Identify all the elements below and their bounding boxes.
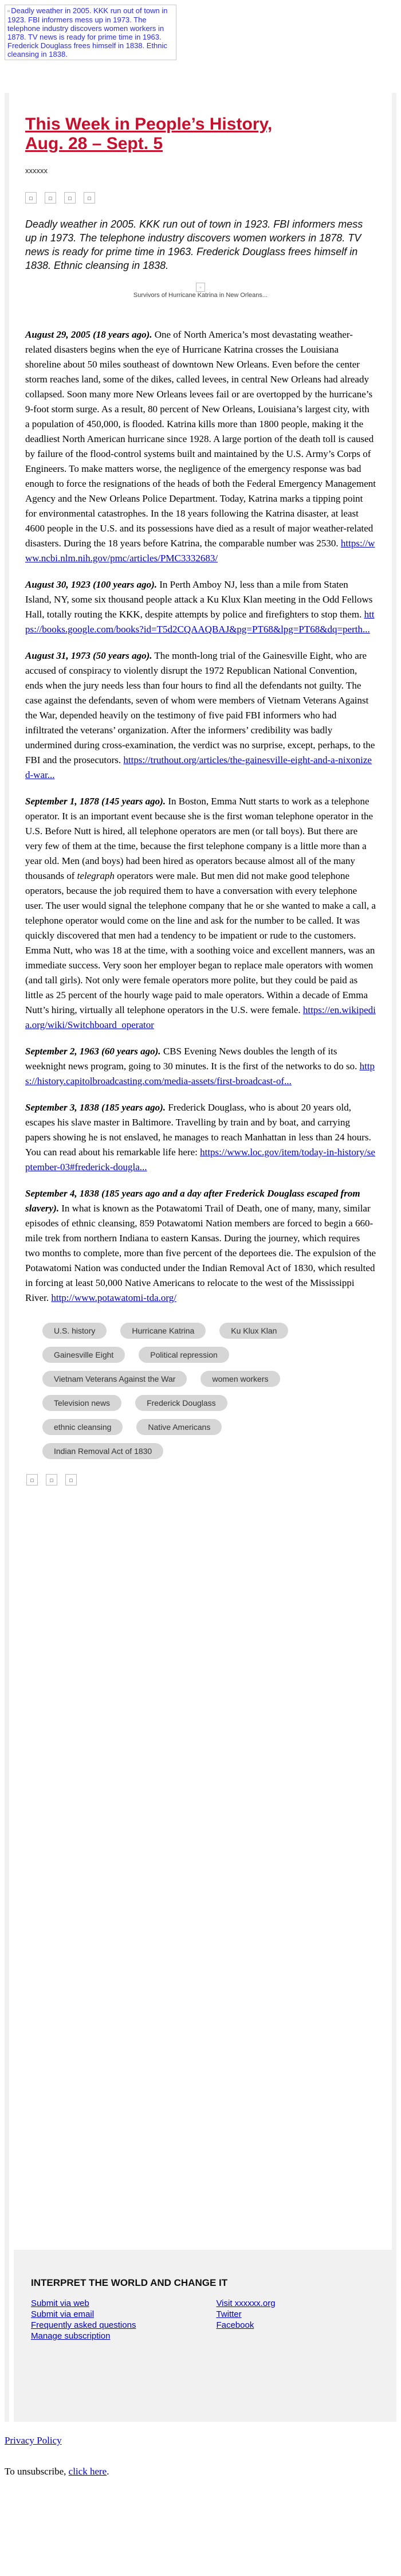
title-line-1[interactable]: This Week in People’s History, bbox=[25, 115, 273, 134]
entry-date: August 29, 2005 (18 years ago). bbox=[25, 329, 152, 340]
tag[interactable]: Ku Klux Klan bbox=[219, 1323, 288, 1339]
privacy-policy-link[interactable]: Privacy Policy bbox=[5, 2435, 62, 2446]
entry-kkk bbox=[25, 577, 376, 637]
entry-link[interactable]: https://books.google.com/books?id=T5d2CQAAQBAJ&pg=PT68&lpg=PT68&dq=perth... bbox=[25, 609, 375, 635]
entry-potawatomi bbox=[25, 1186, 376, 1305]
entry-emma-nutt bbox=[25, 794, 376, 1033]
tag[interactable]: Frederick Douglass bbox=[135, 1395, 227, 1411]
submit-email-link[interactable]: Submit via email bbox=[31, 2309, 95, 2319]
tag[interactable]: women workers bbox=[200, 1371, 280, 1387]
share-link-icon[interactable]: ▫ bbox=[84, 192, 95, 204]
share-buttons-bottom bbox=[25, 1474, 376, 1486]
tag-list bbox=[25, 1323, 289, 1459]
entry-date: August 31, 1973 (50 years ago). bbox=[25, 650, 152, 661]
tag[interactable]: Vietnam Veterans Against the War bbox=[42, 1371, 187, 1387]
share-facebook-icon[interactable]: ▫ bbox=[26, 1474, 38, 1486]
share-email-icon[interactable]: ▫ bbox=[64, 192, 76, 204]
bottom-links bbox=[5, 2434, 109, 2496]
entry-douglass bbox=[25, 1100, 376, 1175]
broken-image-icon: ▫ bbox=[196, 283, 205, 292]
entry-link[interactable]: https://en.wikipedia.org/wiki/Switchboard_operator bbox=[25, 1004, 376, 1030]
footer-left-links bbox=[31, 2298, 136, 2342]
share-twitter-icon[interactable]: ▫ bbox=[45, 192, 56, 204]
share-buttons-top bbox=[25, 192, 376, 204]
tag[interactable]: Hurricane Katrina bbox=[120, 1323, 206, 1339]
entry-link[interactable]: https://www.ncbi.nlm.nih.gov/pmc/articles/PMC3332683/ bbox=[25, 538, 375, 564]
tag[interactable]: U.S. history bbox=[42, 1323, 107, 1339]
unsubscribe-suffix: . bbox=[107, 2466, 109, 2477]
entry-date: September 2, 1963 (60 years ago). bbox=[25, 1046, 161, 1057]
tag[interactable]: Indian Removal Act of 1830 bbox=[42, 1443, 163, 1459]
article-figure bbox=[25, 283, 376, 299]
entry-body: CBS Evening News doubles the length of its weeknight news program, going to 30 minutes. It is the first of the networks to do so. bbox=[25, 1046, 360, 1072]
entry-katrina bbox=[25, 327, 376, 566]
share-twitter-icon[interactable]: ▫ bbox=[46, 1474, 57, 1486]
broken-image-icon: ▫ bbox=[7, 7, 10, 15]
newsletter-footer bbox=[14, 2250, 396, 2422]
entry-date: September 4, 1838 (185 years ago and a day after Frederick Douglass escaped from slavery). bbox=[25, 1188, 360, 1214]
email-background bbox=[5, 93, 396, 2422]
faq-link[interactable]: Frequently asked questions bbox=[31, 2320, 136, 2330]
entry-body: One of North America’s most devastating weather-related disasters begins when the eye of Hurricane Katrina crosses the Louisiana shoreline about 50 miles southeast of downtown New Orleans. Even before the center storm reaches land, some of the dikes, called levees, in central New Orleans had already collapsed. Soon many more New Orleans levees fail or are overtopped by the hurricane’s 9-foot storm surge. As a result, 80 percent of New Orleans, Louisiana’s largest city, with a population of 450,000, is flooded. Katrina kills more than 1800 people, making it the deadliest North American hurricane since 1928. A large portion of the death toll is caused by failure of the flood-control systems built and maintained by the U.S. Army’s Corps of Engineers. To make matters worse, the negligence of the emergency response was bad enough to force the resignations of the heads of both the Federal Emergency Management Agency and the New Orleans Police Department. Today, Katrina marks a tipping point for environmental catastrophes. In the 18 years following the Katrina disaster, at least 4600 people in the U.S. and its possessions have died as a result of major weather-related disasters. During the 18 years before Katrina, the comparable number was 2530. bbox=[25, 329, 376, 549]
entry-date: August 30, 1923 (100 years ago). bbox=[25, 579, 157, 590]
entry-body: Frederick Douglass, who is about 20 years old, escapes his slave master in Baltimore. Travelling by train and by boat, and carrying papers showing he is not enslaved, he manages to reach Manhattan in less than 24 hours. You can read about his remarkable life here: bbox=[25, 1102, 371, 1158]
manage-subscription-link[interactable]: Manage subscription bbox=[31, 2331, 111, 2341]
entry-link[interactable]: https://www.loc.gov/item/today-in-history/september-03#frederick-dougla... bbox=[25, 1147, 375, 1172]
title-line-2[interactable]: Aug. 28 – Sept. 5 bbox=[25, 134, 163, 153]
entry-body: The month-long trial of the Gainesville Eight, who are accused of conspiracy to violently disrupt the 1972 Republican National Convention, ends when the jury needs less than four hours to find all the defendants not guilty. The case against the defendants, seven of whom were members of Vietnam Veterans Against the War, depended heavily on the testimony of five paid FBI informers who had infiltrated the veterans’ organization. After the informers’ credibility was badly undermined during cross-examination, the verdict was no surprise, except, perhaps, to the FBI and the prosecutors. bbox=[25, 650, 375, 765]
author-name: xxxxxx bbox=[25, 166, 48, 175]
entry-date: September 1, 1878 (145 years ago). bbox=[25, 796, 166, 807]
unsubscribe-link[interactable]: click here bbox=[68, 2466, 107, 2477]
entry-date: September 3, 1838 (185 years ago). bbox=[25, 1102, 166, 1113]
footer-heading: INTERPRET THE WORLD AND CHANGE IT bbox=[31, 2277, 228, 2288]
tag[interactable]: ethnic cleansing bbox=[42, 1419, 123, 1435]
unsubscribe-line bbox=[5, 2465, 109, 2479]
share-email-icon[interactable]: ▫ bbox=[65, 1474, 77, 1486]
twitter-link[interactable]: Twitter bbox=[216, 2309, 242, 2319]
entry-link[interactable]: http://www.potawatomi-tda.org/ bbox=[51, 1292, 176, 1303]
share-facebook-icon[interactable]: ▫ bbox=[25, 192, 37, 204]
article-card bbox=[9, 93, 392, 2422]
entry-cbs-news bbox=[25, 1044, 376, 1089]
entry-body-part2: operators were male. But men did not make good telephone operators, because the job required them to have a conversation with every telephone user. The user would signal the telephone company that he or she wanted to make a call, a telephone operator would come on the line and ask for the number to be called. It was quickly discovered that men had a tendency to be impatient or rude to the customers. Emma Nutt, who was 18 at the time, with a soothing voice and excellent manners, was an immediate success. Very soon her employer began to replace male operators with women (and tall girls). Not only were female operators more polite, but they could be paid as little as 25 percent of the hourly wage paid to male operators. Within a decade of Emma Nutt’s hiring, virtually all telephone operators in the U.S. were female. bbox=[25, 870, 376, 1015]
facebook-link[interactable]: Facebook bbox=[216, 2320, 254, 2330]
tag[interactable]: Gainesville Eight bbox=[42, 1347, 125, 1363]
entry-gainesville bbox=[25, 648, 376, 783]
tag[interactable]: Political repression bbox=[139, 1347, 229, 1363]
entry-emphasis: telegraph bbox=[77, 870, 115, 881]
entry-body: In what is known as the Potawatomi Trail of Death, one of many, many, similar episodes of ethnic cleansing, 859 Potawatomi Nation members are forced to begin a 660-mile trek from northern Indiana to eastern Kansas. During the journey, which requires two months to complete, more than five percent of the deportees die. The expulsion of the Potawatomi Nation was conducted under the Indian Removal Act of 1830, which resulted in forcing at least 50,000 Native Americans to relocate to the west of the Mississippi River. bbox=[25, 1203, 376, 1303]
visit-site-link[interactable]: Visit xxxxxx.org bbox=[216, 2299, 276, 2308]
tag[interactable]: Native Americans bbox=[136, 1419, 222, 1435]
entry-body-part1: In Boston, Emma Nutt starts to work as a telephone operator. It is an important event because she is the first woman telephone operator in the U.S. Before Nutt is hired, all telephone operators are men (or tall boys). But there are very few of them at the time, because the first telephone company is a little more than a year old. Men (and boys) had been hired as operators because almost all of the many thousands of bbox=[25, 796, 374, 881]
unsubscribe-prefix: To unsubscribe, bbox=[5, 2466, 69, 2477]
article-title[interactable] bbox=[25, 115, 376, 154]
entry-link[interactable]: https://truthout.org/articles/the-gainesville-eight-and-a-nixonized-war... bbox=[25, 755, 372, 780]
article-summary: Deadly weather in 2005. KKK run out of town in 1923. FBI informers mess up in 1973. The telephone industry discovers women workers in 1878. TV news is ready for prime time in 1963. Frederick Douglass frees himself in 1838. Ethnic cleansing in 1838. bbox=[25, 218, 363, 271]
image-caption: Survivors of Hurricane Katrina in New Orleans... bbox=[133, 292, 268, 299]
entry-body: In Perth Amboy NJ, less than a mile from Staten Island, NY, some six thousand people attack a Ku Klux Klan meeting in the Odd Fellows Hall, totally routing the KKK, despite attempts by police and firefighters to stop them. bbox=[25, 579, 373, 620]
preheader bbox=[5, 5, 176, 60]
tag[interactable]: Television news bbox=[42, 1395, 121, 1411]
preheader-text: Deadly weather in 2005. KKK run out of town in 1923. FBI informers mess up in 1973. The telephone industry discovers women workers in 1878. TV news is ready for prime time in 1963. Frederick Douglass frees himself in 1838. Ethnic cleansing in 1838. bbox=[7, 6, 168, 58]
submit-web-link[interactable]: Submit via web bbox=[31, 2299, 89, 2308]
entry-link[interactable]: https://history.capitolbroadcasting.com/media-assets/first-broadcast-of... bbox=[25, 1061, 375, 1086]
footer-right-links bbox=[216, 2298, 275, 2342]
